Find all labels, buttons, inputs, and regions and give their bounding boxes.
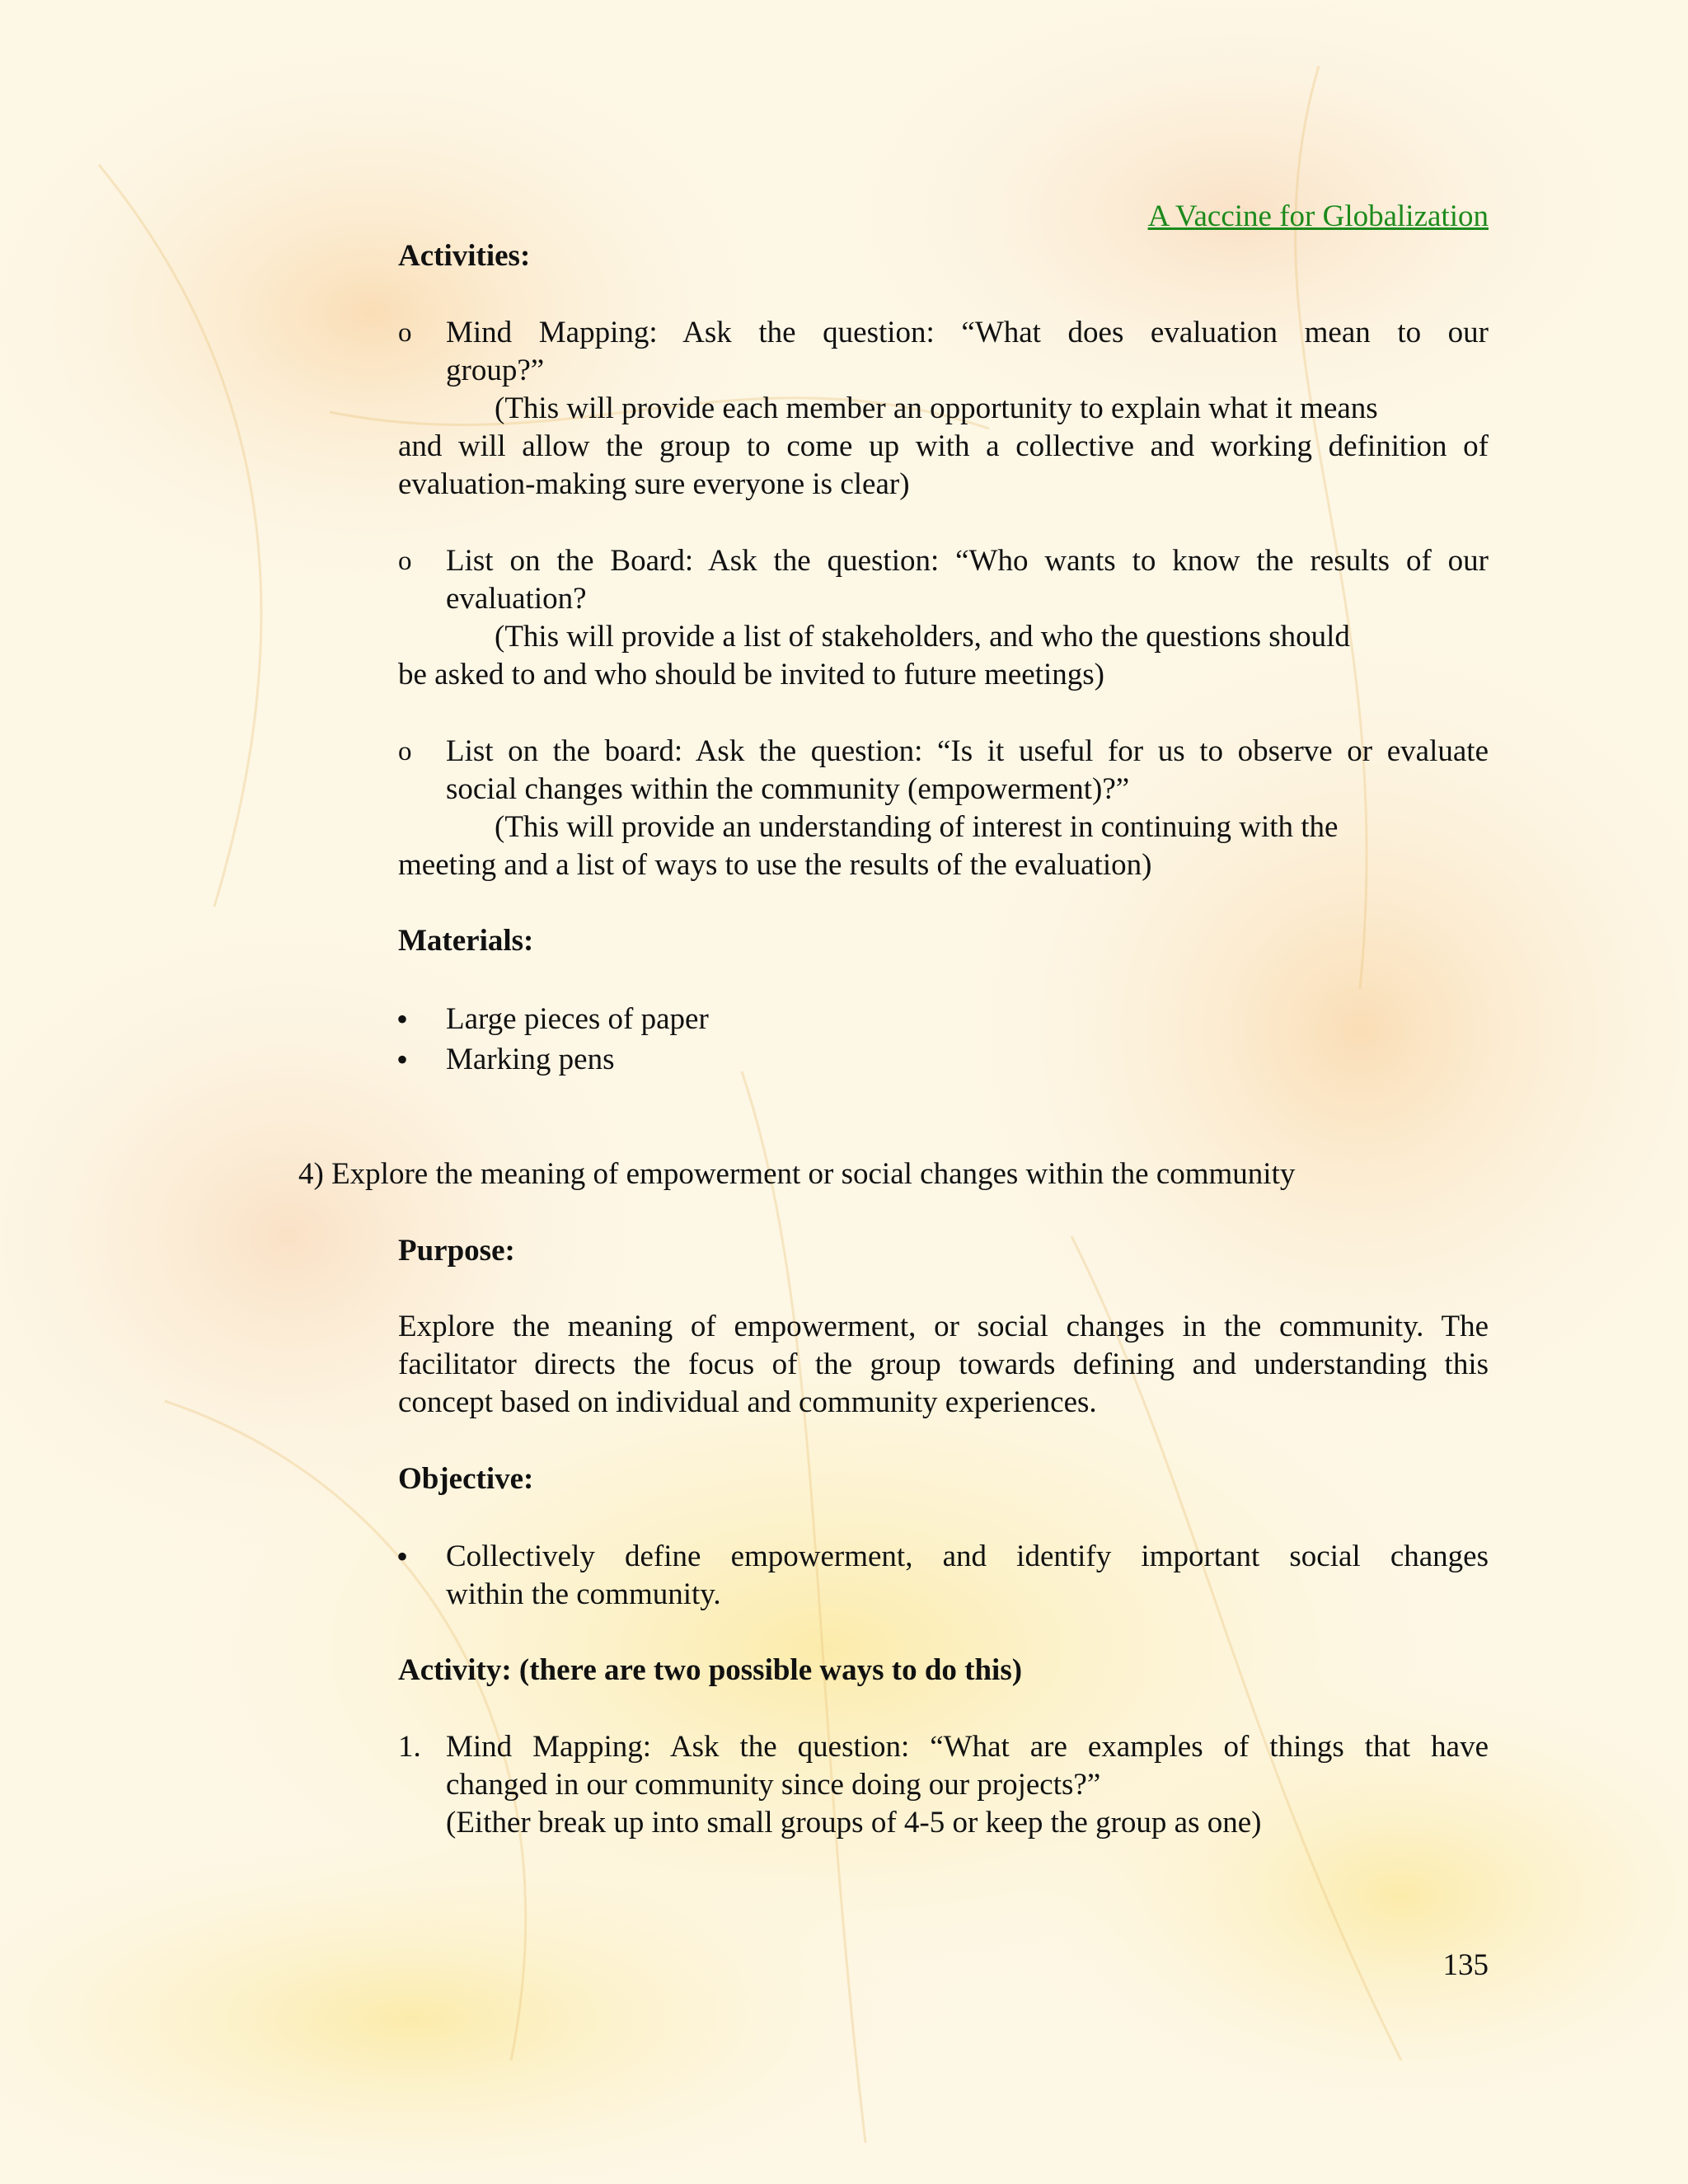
materials-heading: Materials: bbox=[398, 924, 534, 958]
list-item-note: (This will provide a list of stakeholders, and who the questions should bbox=[495, 620, 1350, 654]
list-item-line: group?” bbox=[446, 354, 545, 387]
list-item-note: and will allow the group to come up with a collective and working definition of bbox=[398, 429, 1489, 463]
list-marker: o bbox=[398, 737, 412, 766]
list-item-line: social changes within the community (empowerment)?” bbox=[446, 772, 1130, 806]
purpose-text-line: Explore the meaning of empowerment, or social changes in the community. The bbox=[398, 1310, 1489, 1343]
activity-item-line: (Either break up into small groups of 4-5 or keep the group as one) bbox=[446, 1806, 1262, 1840]
purpose-text-line: concept based on individual and community experiences. bbox=[398, 1385, 1097, 1419]
activity-item-line: Mind Mapping: Ask the question: “What are examples of things that have bbox=[446, 1730, 1489, 1764]
list-marker: o bbox=[398, 318, 412, 348]
running-header-title: A Vaccine for Globalization bbox=[1147, 199, 1489, 233]
section-heading: 4) Explore the meaning of empowerment or social changes within the community bbox=[298, 1157, 1296, 1191]
bullet-dot: • bbox=[396, 1538, 409, 1575]
objective-heading: Objective: bbox=[398, 1462, 534, 1496]
materials-item: Marking pens bbox=[446, 1043, 615, 1076]
page-number: 135 bbox=[1442, 1948, 1489, 1982]
materials-item: Large pieces of paper bbox=[446, 1002, 709, 1036]
bullet-dot: • bbox=[396, 1001, 409, 1038]
purpose-heading: Purpose: bbox=[398, 1234, 515, 1268]
list-item-note: be asked to and who should be invited to future meetings) bbox=[398, 658, 1104, 691]
list-item-line: Mind Mapping: Ask the question: “What does evaluation mean to our bbox=[446, 316, 1489, 349]
list-item-note: (This will provide each member an opportunity to explain what it means bbox=[495, 391, 1378, 425]
list-item-note: meeting and a list of ways to use the results of the evaluation) bbox=[398, 848, 1152, 882]
activities-heading: Activities: bbox=[398, 239, 531, 273]
activity-heading: Activity: (there are two possible ways to do this) bbox=[398, 1653, 1023, 1687]
bullet-dot: • bbox=[396, 1041, 409, 1078]
objective-text-line: Collectively define empowerment, and identify important social changes bbox=[446, 1540, 1489, 1573]
list-item-line: List on the board: Ask the question: “Is it useful for us to observe or evaluate bbox=[446, 734, 1489, 768]
list-item-line: evaluation? bbox=[446, 582, 587, 616]
purpose-text-line: facilitator directs the focus of the group towards defining and understanding this bbox=[398, 1347, 1489, 1381]
activity-item-line: changed in our community since doing our projects?” bbox=[446, 1768, 1101, 1802]
objective-text-line: within the community. bbox=[446, 1577, 721, 1611]
list-item-note: evaluation-making sure everyone is clear) bbox=[398, 467, 910, 501]
list-item-note: (This will provide an understanding of interest in continuing with the bbox=[495, 810, 1339, 844]
list-marker: o bbox=[398, 546, 412, 576]
list-number: 1. bbox=[398, 1730, 421, 1764]
list-item-line: List on the Board: Ask the question: “Who wants to know the results of our bbox=[446, 544, 1489, 578]
